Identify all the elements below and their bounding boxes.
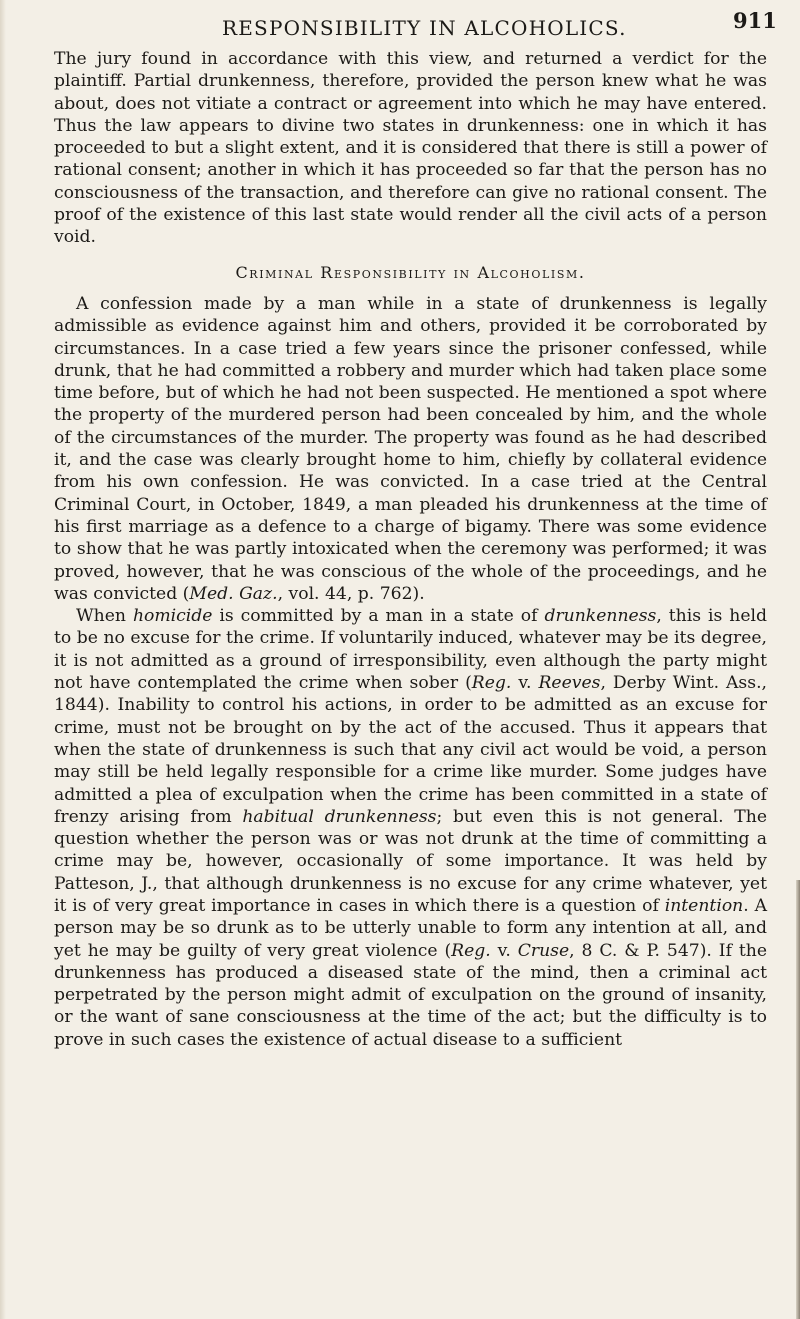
text-run: , this is held to be no excuse for the crime. If voluntarily induced, whatever may be its degree, it is not admitted as a ground of irresponsibility, even although the party might not have contemplated the crime when sober ( (54, 606, 767, 694)
paragraph-confession-text: A confession made by a man while in a state of drunkenness is legally admissible as evidence against him and others, provided it be corroborated by circumstances. In a case tried a few years since the prisoner confessed, while drunk, that he had committed a robbery and murder which had taken place some time before, but of which he had not been suspected. He mentioned a spot where the property of the murdered person had been concealed by him, and the whole of the circumstances of the murder. The property was found as he had described it, and the case was clearly brought home to him, chiefly by collateral evidence from his own confession. He was convicted. In a case tried at the Central Criminal Court, in October, 1849, a man pleaded his drunkenness at the time of his first marriage as a defence to a charge of bigamy. There was some evidence to show that he was partly intoxicated when the ceremony was performed; it was proved, however, that he was conscious of the whole of the proceedings, and he was convicted ( (54, 293, 767, 604)
paragraph-jury-verdict: The jury found in accordance with this view, and returned a verdict for the plaintiff. Partial drunkenness, therefore, provided the person knew what he was about, does not vitiate a contract or agreement into which he may have entered. Thus the law appears to divine two states in drunkenness: one in which it has proceeded to but a slight extent, and it is considered that there is still a power of rational consent; another in which it has proceeded so far that the person has no consciousness of the transaction, and therefore can give no rational consent. The proof of the existence of this last state would render all the civil acts of a person void. (54, 49, 767, 248)
text-run: v. (490, 940, 518, 961)
emphasis-drunkenness: drunkenness (544, 606, 657, 627)
citation-reg: Reg. (471, 673, 512, 694)
text-run: . A person may be so drunk as to be utterly unable to form any intention at all, and yet he may be guilty of very great violence ( (54, 895, 767, 961)
running-title: RESPONSIBILITY IN ALCOHOLICS. (222, 16, 627, 40)
text-run: ; but even this is not general. The question whether the person was or was not drunk at the time of committing a crime may be, however, occasionally of some importance. It was held by Patteson, J., that although drunkenness is no excuse for any crime whatever, yet it is of very great importance in cases in which there is a question of (54, 806, 767, 916)
citation-med-gaz: Med. Gaz. (189, 583, 278, 604)
paragraph-confession-end: , vol. 44, p. 762). (277, 583, 425, 604)
citation-reg: Reg. (451, 940, 491, 961)
paragraph-confession (54, 293, 767, 605)
emphasis-habitual-drunkenness: habitual drunkenness (242, 806, 437, 827)
text-run: , 8 C. & P. 547). If the drunkenness has produced a diseased state of the mind, then a criminal act perpetrated by the person might admit of exculpation on the ground of insanity, or the want of sane consciousness at the time of the act; but the difficulty is to prove in such cases the existence of actual disease to a sufficient (54, 940, 767, 1050)
body-text (54, 48, 767, 1051)
page-gutter-shadow (0, 0, 6, 1319)
running-head (60, 6, 777, 46)
citation-reeves: Reeves (538, 673, 601, 694)
emphasis-homicide: homicide (132, 606, 213, 627)
section-heading: Criminal Responsibility in Alcoholism. (235, 262, 586, 282)
page-number: 911 (733, 8, 777, 33)
text-run: , Derby Wint. Ass., 1844). Inability to control his actions, in order to be admitted as an excuse for crime, must not be brought on by the act of the accused. Thus it appears that when the state of drunkenness is such that any civil act would be void, a person may still be held legally responsible for a crime like murder. Some judges have admitted a plea of exculpation when the crime has been committed in a state of frenzy arising from (54, 673, 767, 827)
emphasis-intention: intention (664, 895, 744, 916)
citation-cruse: Cruse (517, 940, 570, 961)
text-run: v. (511, 673, 539, 694)
text-run: When (76, 606, 133, 627)
paragraph-homicide (54, 605, 767, 1051)
text-run: is committed by a man in a state of (212, 606, 545, 627)
page-edge-shadow (796, 880, 800, 1319)
